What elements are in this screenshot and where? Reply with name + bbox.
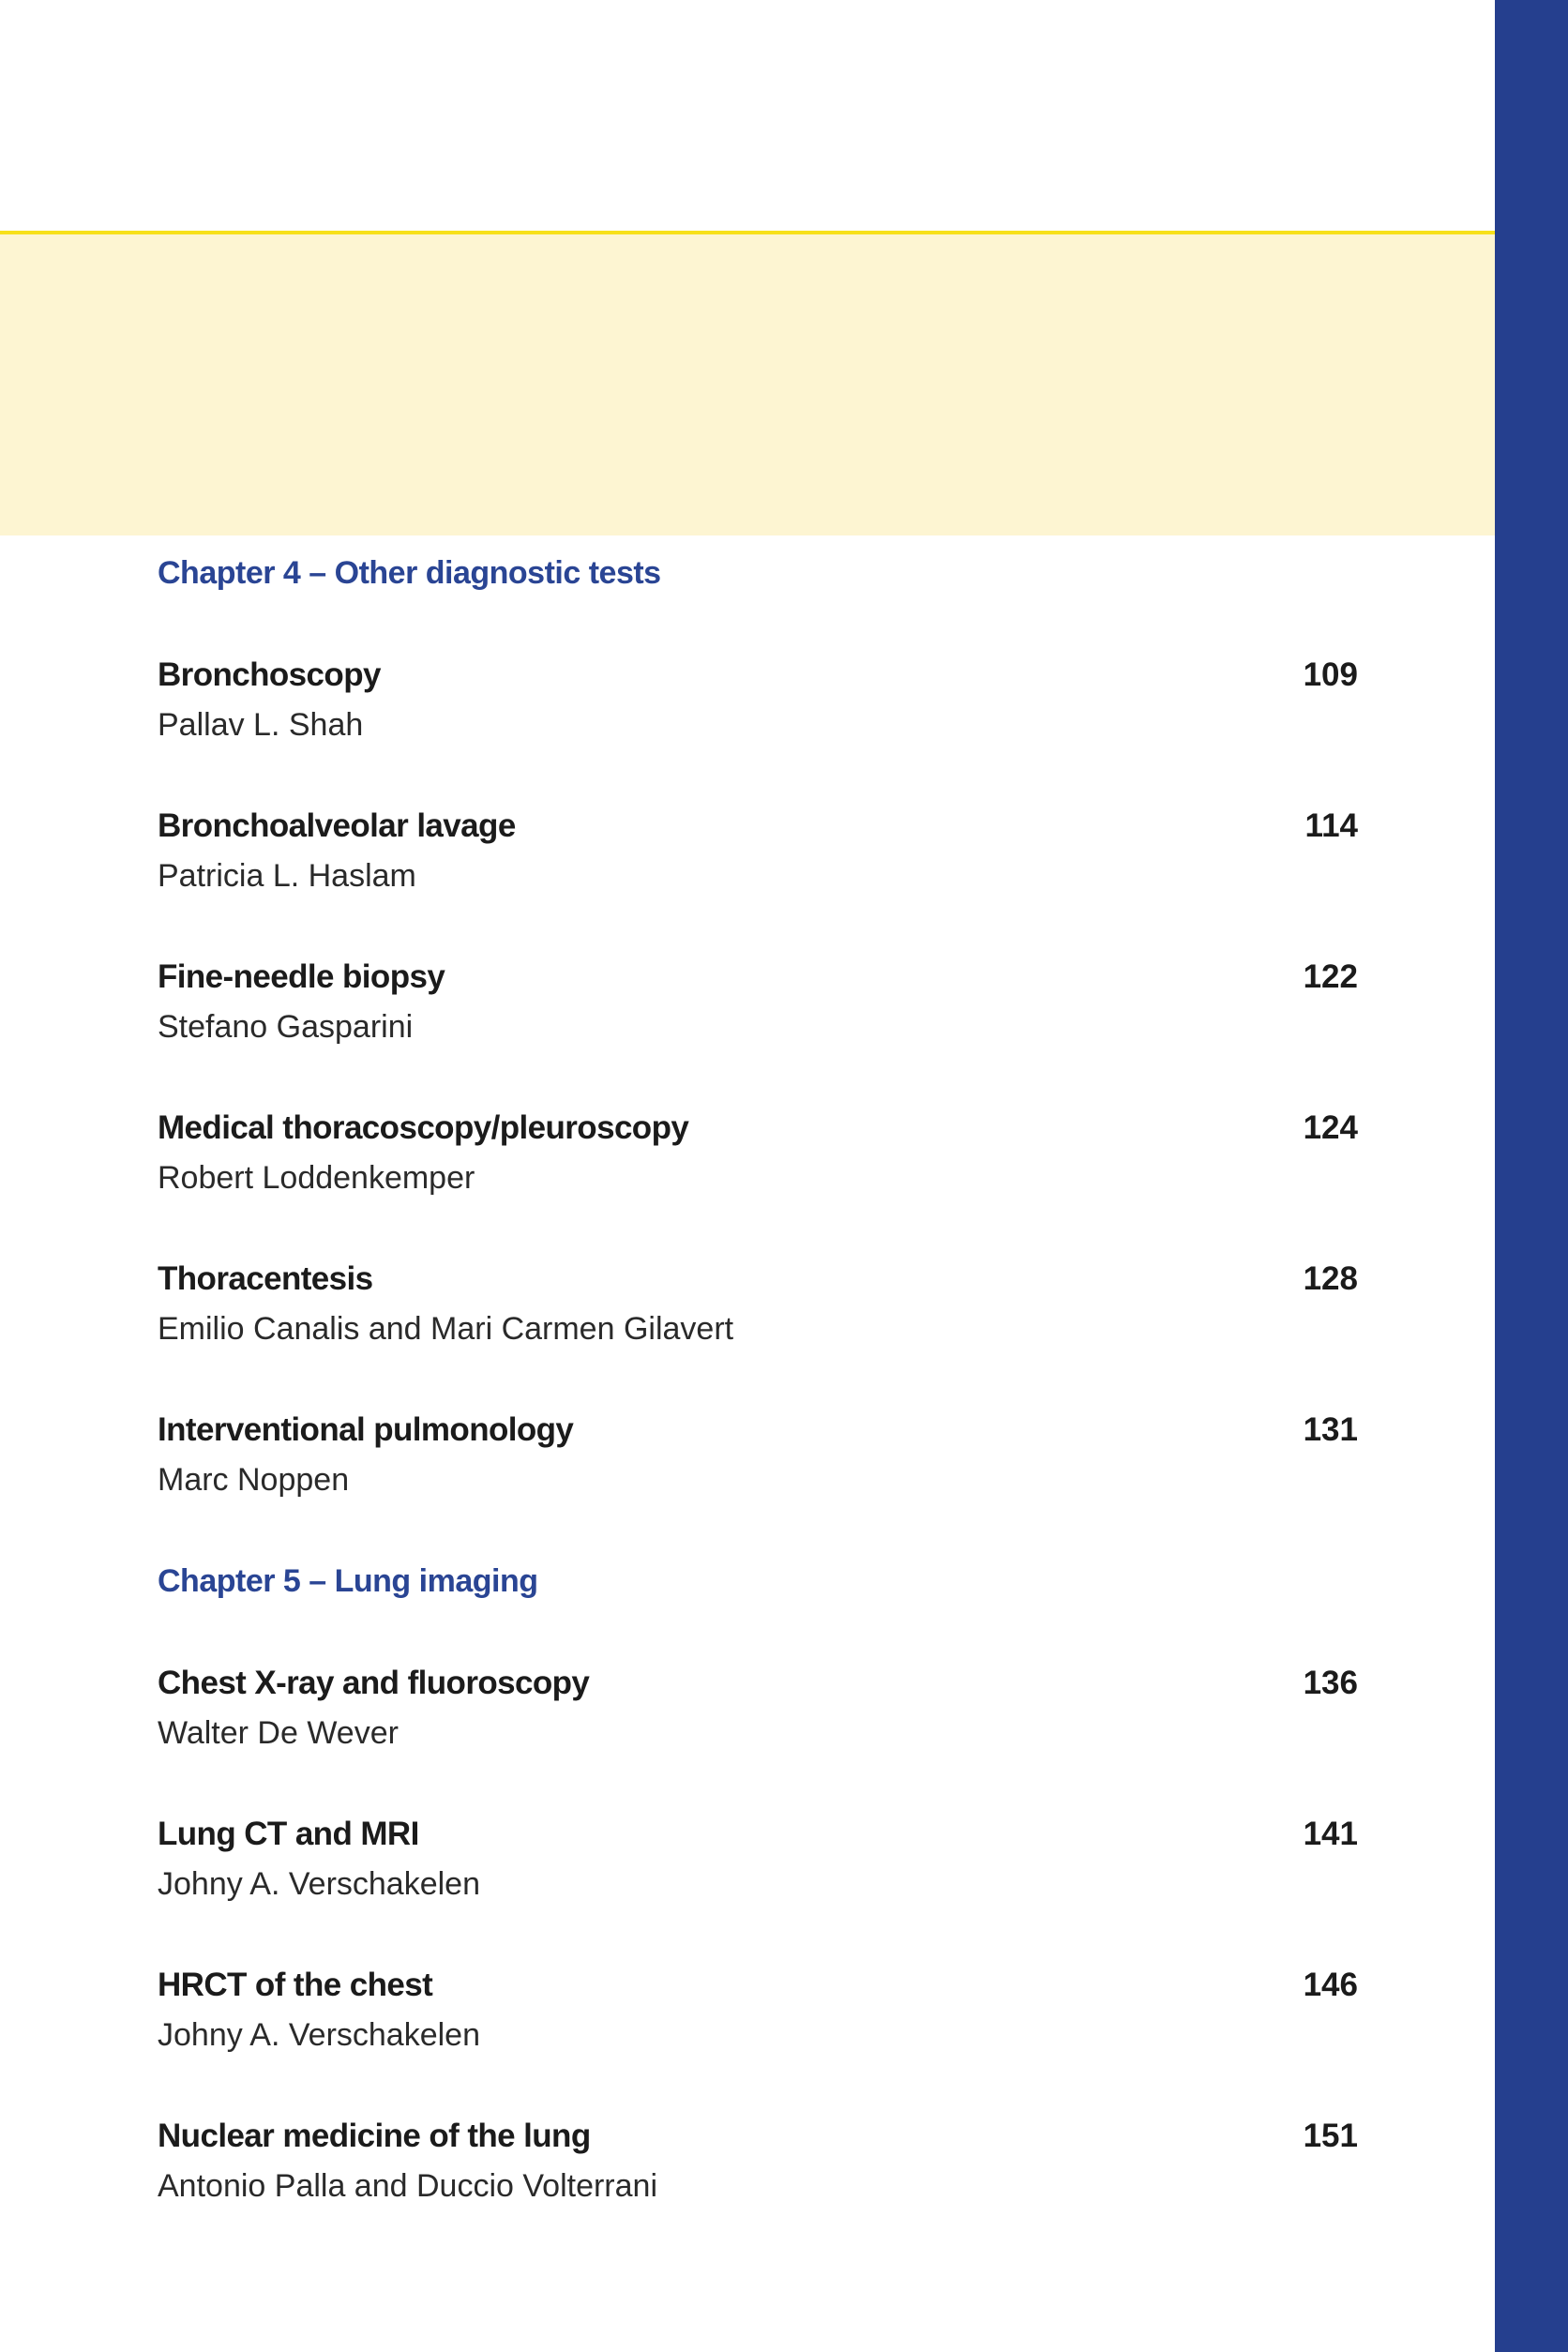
table-of-contents: [158, 0, 1358, 2352]
entry-author: Antonio Palla and Duccio Volterrani: [158, 2168, 657, 2204]
side-color-bar: [1495, 0, 1568, 2352]
entry-page-number: 109: [1303, 656, 1358, 693]
entry-page-number: 151: [1303, 2118, 1358, 2154]
entry-title: Bronchoalveolar lavage: [158, 807, 516, 844]
entry-page-number: 122: [1303, 958, 1358, 995]
toc-entry[interactable]: [158, 1109, 1358, 1213]
toc-entry[interactable]: [158, 1816, 1358, 1919]
entry-page-number: 124: [1303, 1109, 1358, 1146]
toc-entry[interactable]: [158, 807, 1358, 911]
entry-title: HRCT of the chest: [158, 1967, 433, 2003]
entry-page-number: 128: [1303, 1260, 1358, 1297]
entry-title: Fine-needle biopsy: [158, 958, 445, 995]
entry-author: Johny A. Verschakelen: [158, 1866, 481, 1902]
toc-entry[interactable]: [158, 656, 1358, 760]
chapter-heading: Chapter 5 – Lung imaging: [158, 1563, 538, 1599]
toc-entry[interactable]: [158, 1967, 1358, 2070]
toc-entry[interactable]: [158, 1411, 1358, 1515]
entry-page-number: 141: [1303, 1816, 1358, 1852]
entry-author: Robert Loddenkemper: [158, 1160, 475, 1196]
toc-entry[interactable]: [158, 958, 1358, 1062]
entry-title: Thoracentesis: [158, 1260, 373, 1297]
entry-title: Medical thoracoscopy/pleuroscopy: [158, 1109, 689, 1146]
entry-title: Lung CT and MRI: [158, 1816, 419, 1852]
toc-entry[interactable]: [158, 2118, 1358, 2221]
entry-author: Pallav L. Shah: [158, 707, 364, 743]
entry-author: Johny A. Verschakelen: [158, 2017, 481, 2053]
toc-entry[interactable]: [158, 1260, 1358, 1364]
entry-title: Chest X-ray and fluoroscopy: [158, 1665, 590, 1701]
entry-page-number: 146: [1303, 1967, 1358, 2003]
entry-author: Marc Noppen: [158, 1462, 350, 1498]
entry-author: Stefano Gasparini: [158, 1009, 414, 1045]
entry-author: Walter De Wever: [158, 1715, 399, 1751]
entry-author: Patricia L. Haslam: [158, 858, 416, 894]
entry-page-number: 131: [1303, 1411, 1358, 1448]
entry-author: Emilio Canalis and Mari Carmen Gilavert: [158, 1311, 734, 1347]
entry-title: Bronchoscopy: [158, 656, 381, 693]
chapter-heading: Chapter 4 – Other diagnostic tests: [158, 555, 661, 591]
entry-page-number: 136: [1303, 1665, 1358, 1701]
entry-title: Nuclear medicine of the lung: [158, 2118, 591, 2154]
entry-title: Interventional pulmonology: [158, 1411, 574, 1448]
toc-entry[interactable]: [158, 1665, 1358, 1768]
entry-page-number: 114: [1304, 807, 1358, 844]
